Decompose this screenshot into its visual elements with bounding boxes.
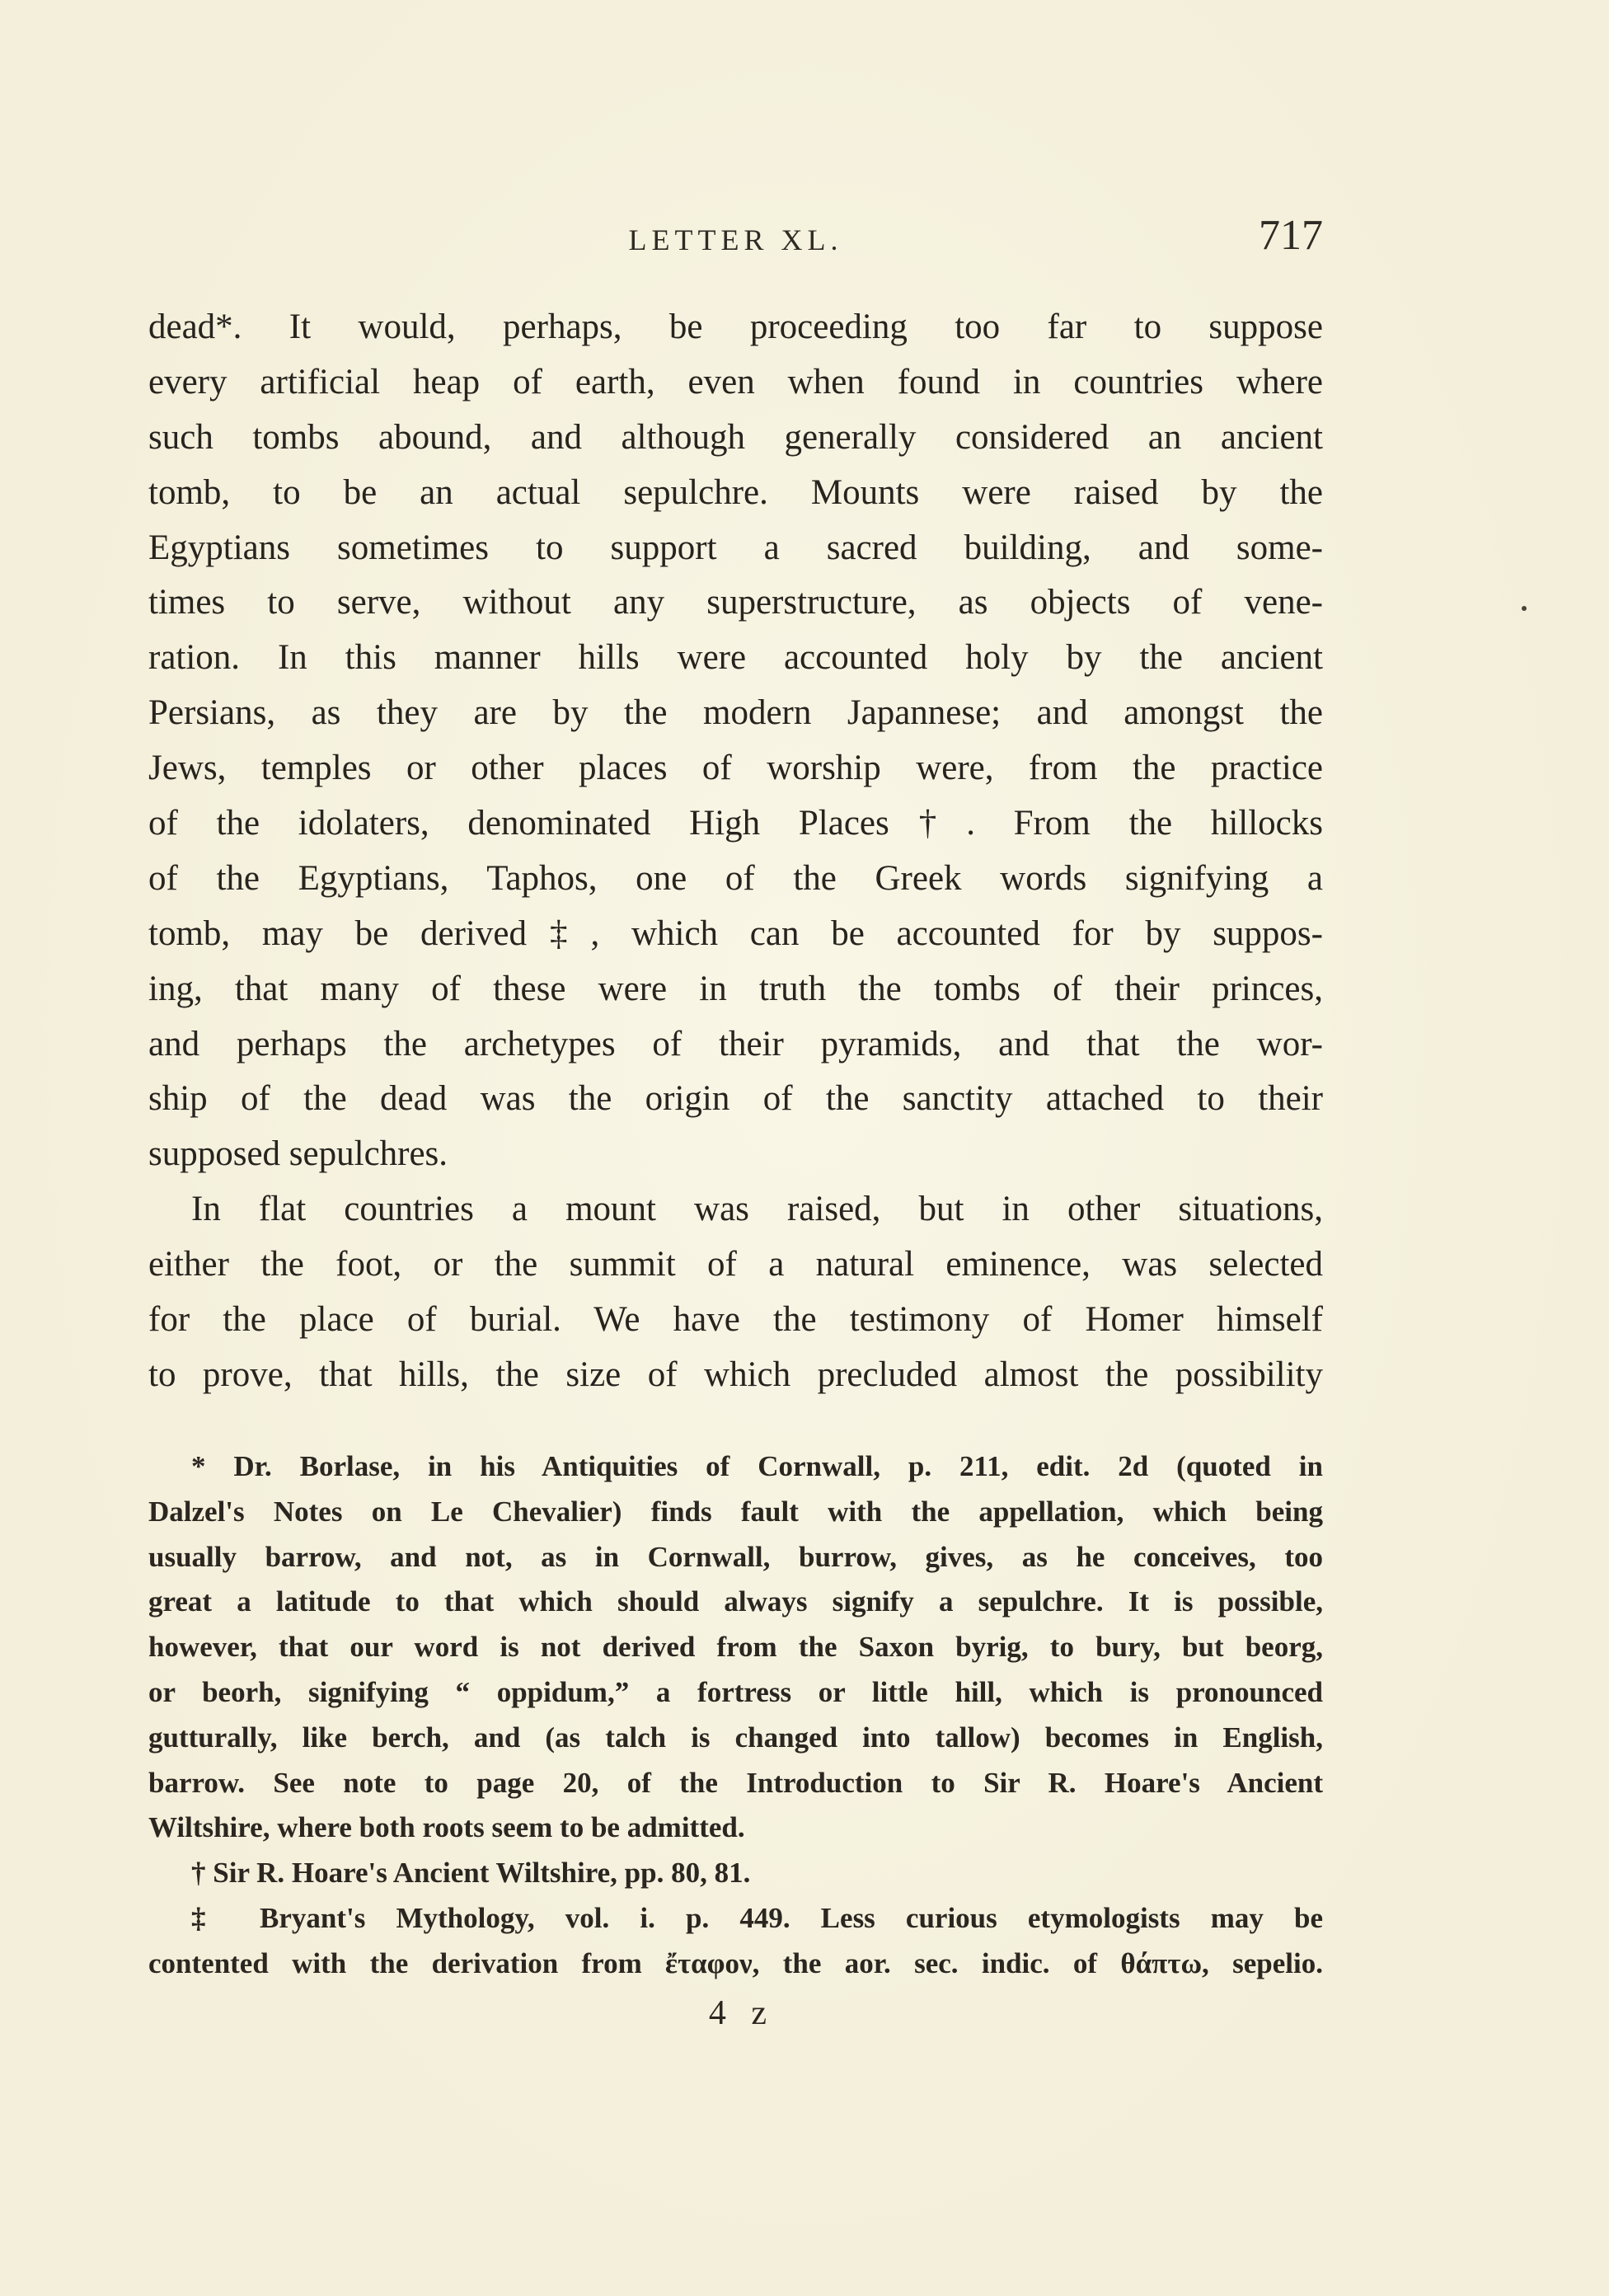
footnote-line: ‡ Bryant's Mythology, vol. i. p. 449. Less curious etymologists may be (191, 1901, 1323, 1934)
footnote-line: usually barrow, and not, as in Cornwall, burrow, gives, as he conceives, too (148, 1540, 1323, 1573)
body-line: every artificial heap of earth, even when found in countries where (148, 362, 1323, 401)
footnote-line: barrow. See note to page 20, of the Introduction to Sir R. Hoare's Ancient (148, 1766, 1323, 1799)
body-line: ship of the dead was the origin of the sanctity attached to their (148, 1079, 1323, 1119)
body-line: either the foot, or the summit of a natural eminence, was selected (148, 1245, 1323, 1284)
running-title: LETTER XL. (628, 223, 843, 256)
running-head (148, 212, 1323, 265)
signature-mark: 4 z (708, 1994, 776, 2032)
page-number: 717 (1259, 212, 1323, 259)
body-line: dead*. It would, perhaps, be proceeding too far to suppose (148, 308, 1323, 346)
footnote-line: great a latitude to that which should always signify a sepulchre. It is possible, (148, 1585, 1323, 1618)
footnotes (148, 1444, 1323, 1987)
body-line: Persians, as they are by the modern Japannese; and amongst the (148, 693, 1323, 733)
body-line: for the place of burial. We have the testimony of Homer himself (148, 1300, 1323, 1340)
body-line: to prove, that hills, the size of which precluded almost the possibility (148, 1355, 1323, 1394)
body-line: and perhaps the archetypes of their pyramids, and that the wor- (148, 1024, 1323, 1063)
paper-speck (1522, 606, 1527, 611)
footnote-line: gutturally, like berch, and (as talch is changed into tallow) becomes in English, (148, 1721, 1323, 1754)
footnote-line: or beorh, signifying “ oppidum,” a fortress or little hill, which is pronounced (148, 1675, 1323, 1708)
footnote-line: Dalzel's Notes on Le Chevalier) finds fault with the appellation, which being (148, 1495, 1323, 1528)
body-line: tomb, to be an actual sepulchre. Mounts were raised by the (148, 472, 1323, 512)
footnote-line: however, that our word is not derived from the Saxon byrig, to bury, but beorg, (148, 1631, 1323, 1664)
body-text (148, 300, 1323, 1403)
body-line: Jews, temples or other places of worship were, from the practice (148, 749, 1323, 788)
body-line: times to serve, without any superstructure, as objects of vene- (148, 583, 1323, 622)
footnote-line: Wiltshire, where both roots seem to be admitted. (148, 1811, 745, 1844)
body-line: ration. In this manner hills were accounted holy by the ancient (148, 638, 1323, 678)
body-line: of the Egyptians, Taphos, one of the Greek words signifying a (148, 858, 1323, 898)
body-line: such tombs abound, and although generally considered an ancient (148, 417, 1323, 457)
footnote-line: † Sir R. Hoare's Ancient Wiltshire, pp. 80, 81. (191, 1857, 751, 1890)
body-line: ing, that many of these were in truth the tombs of their princes, (148, 969, 1323, 1008)
footnote-line: contented with the derivation from ἔταφον, the aor. sec. indic. of θάπτω, sepelio. (148, 1946, 1323, 1979)
body-line: of the idolaters, denominated High Places†. From the hillocks (148, 804, 1323, 843)
body-line: tomb, may be derived‡, which can be accounted for by suppos- (148, 913, 1323, 953)
body-line: In flat countries a mount was raised, but in other situations, (191, 1190, 1323, 1229)
body-line: Egyptians sometimes to support a sacred building, and some- (148, 528, 1323, 567)
body-line: supposed sepulchres. (148, 1134, 448, 1174)
footnote-line: * Dr. Borlase, in his Antiquities of Cornwall, p. 211, edit. 2d (quoted in (191, 1450, 1323, 1482)
